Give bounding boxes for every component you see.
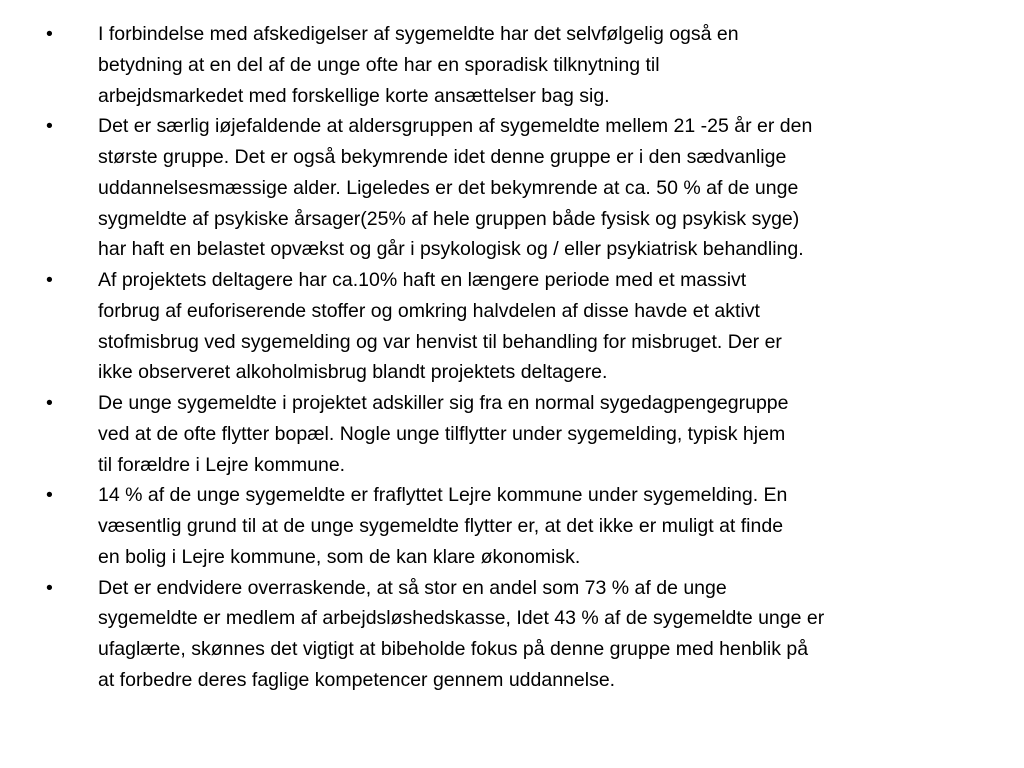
bullet-2-line-3: uddannelsesmæssige alder. Ligeledes er det bekymrende at ca. 50 % af de unge (98, 176, 799, 199)
bullet-list (0, 19, 1024, 696)
bullet-6-line-1: Det er endvidere overraskende, at så stor en andel som 73 % af de unge (98, 576, 727, 599)
bullet-marker: • (46, 115, 53, 138)
bullet-2-line-2: største gruppe. Det er også bekymrende idet denne gruppe er i den sædvanlige (98, 146, 787, 168)
bullet-3-line-1: Af projektets deltagere har ca.10% haft en længere periode med et massivt (98, 269, 747, 291)
bullet-5-line-3: en bolig i Lejre kommune, som de kan klare økonomisk. (98, 545, 581, 568)
bullet-6-line-3: ufaglærte, skønnes det vigtigt at bibeholde fokus på denne gruppe med henblik på (98, 638, 809, 660)
bullet-1-line-1: I forbindelse med afskedigelser af sygemeldte har det selvfølgelig også en (98, 23, 739, 45)
bullet-marker: • (46, 576, 53, 599)
bullet-1-line-2: betydning at en del af de unge ofte har en sporadisk tilknytning til (98, 53, 660, 76)
bullet-4-line-2: ved at de ofte flytter bopæl. Nogle unge tilflytter under sygemelding, typisk hjem (98, 422, 786, 445)
bullet-4-line-1: De unge sygemeldte i projektet adskiller sig fra en normal sygedagpengegruppe (98, 392, 789, 414)
bullet-5-line-2: væsentlig grund til at de unge sygemeldte flytter er, at det ikke er muligt at finde (98, 515, 784, 537)
bullet-2-line-4: sygmeldte af psykiske årsager(25% af hele gruppen både fysisk og psykisk syge) (98, 207, 800, 230)
bullet-3-line-4: ikke observeret alkoholmisbrug blandt projektets deltagere. (98, 361, 608, 384)
bullet-item-3 (0, 265, 968, 388)
bullet-marker: • (46, 484, 53, 507)
bullet-1-line-3: arbejdsmarkedet med forskellige korte ansættelser bag sig. (98, 84, 610, 107)
bullet-5-line-1: 14 % af de unge sygemeldte er fraflyttet Lejre kommune under sygemelding. En (98, 484, 788, 507)
bullet-marker: • (46, 269, 53, 291)
bullet-3-line-2: forbrug af euforiserende stoffer og omkring halvdelen af disse havde et aktivt (98, 299, 760, 322)
bullet-2-line-1: Det er særlig iøjefaldende at aldersgruppen af sygemeldte mellem 21 -25 år er den (98, 115, 813, 138)
bullet-item-6 (0, 573, 968, 696)
bullet-item-5 (0, 480, 968, 572)
bullet-6-line-4: at forbedre deres faglige kompetencer gennem uddannelse. (98, 668, 616, 691)
bullet-item-2 (0, 111, 968, 265)
bullet-marker: • (46, 392, 53, 414)
bullet-3-line-3: stofmisbrug ved sygemelding og var henvist til behandling for misbruget. Der er (98, 330, 782, 353)
bullet-4-line-3: til forældre i Lejre kommune. (98, 453, 346, 476)
bullet-item-1 (0, 19, 968, 111)
bullet-2-line-5: har haft en belastet opvækst og går i psykologisk og / eller psykiatrisk behandling. (98, 238, 804, 261)
bullet-6-line-2: sygemeldte er medlem af arbejdsløshedskasse, Idet 43 % af de sygemeldte unge er (98, 607, 825, 630)
bullet-item-4 (0, 388, 968, 480)
bullet-marker: • (46, 23, 53, 45)
